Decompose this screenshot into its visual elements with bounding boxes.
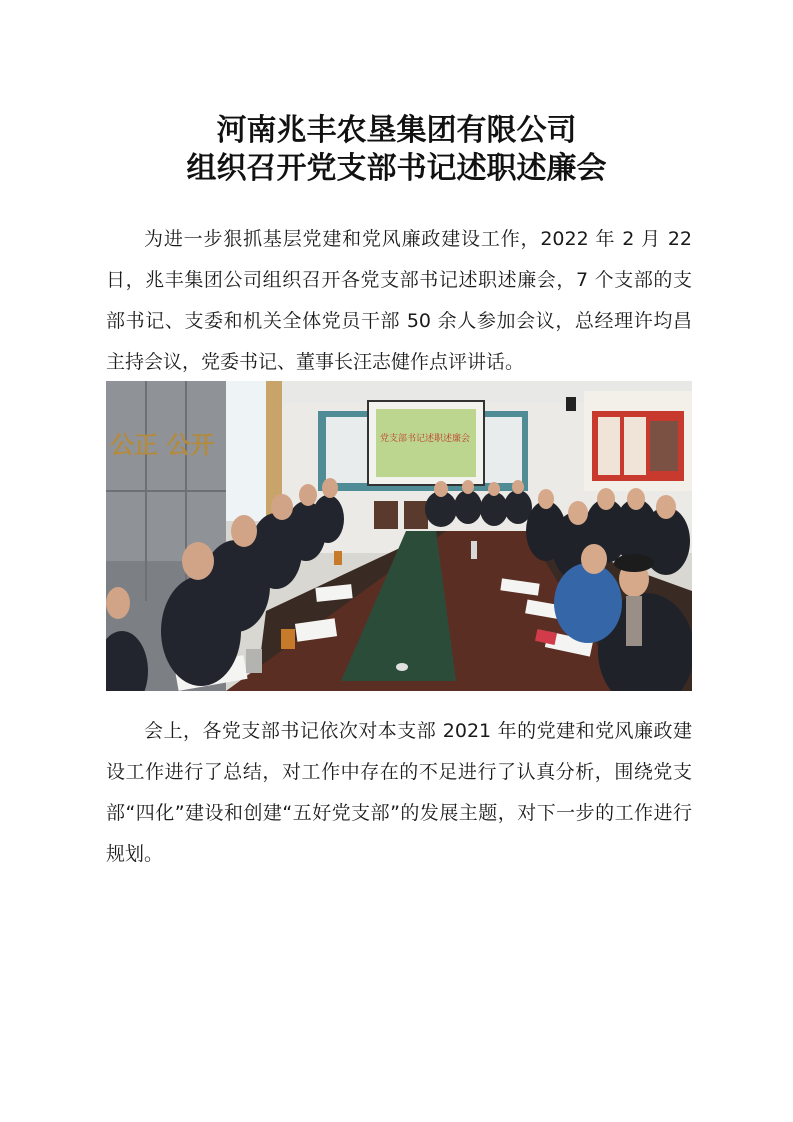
document-title-line2: 组织召开党支部书记述职述廉会 — [186, 151, 607, 186]
meeting-photo-illustration — [106, 381, 692, 691]
document-title-line1: 河南兆丰农垦集团有限公司 — [216, 113, 577, 148]
paragraph-intro: 为进一步狠抓基层党建和党风廉政建设工作，2022 年 2 月 22 日，兆丰集团公司组织召开各党支部书记述职述廉会，7 个支部的支部书记、支委和机关全体党员干部 50 余人参加会议，总经理许均昌主持会议，党委书记、董事长汪志健作点评讲话。 — [106, 228, 692, 373]
meeting-photo — [106, 381, 692, 691]
screen-text: 党支部书记述职述廉会 — [380, 434, 471, 444]
wall-characters: 公正 公开 — [110, 430, 215, 459]
paragraph-summary: 会上，各党支部书记依次对本支部 2021 年的党建和党风廉政建设工作进行了总结，对工作中存在的不足进行了认真分析，围绕党支部“四化”建设和创建“五好党支部”的发展主题，对下一步的工作进行规划。 — [106, 720, 692, 865]
